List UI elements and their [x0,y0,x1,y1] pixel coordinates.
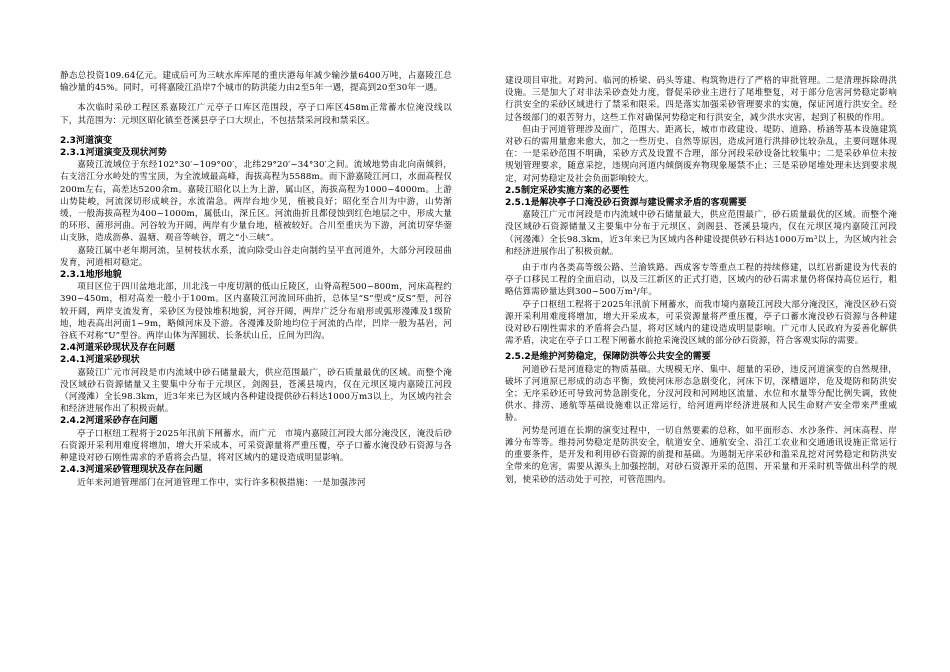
subsection-heading: 2.3.1地形地貌 [60,270,122,281]
paragraph: 亭子口枢纽工程将于2025年汛前下闸蓄水，而广元 市境内嘉陵江河段大部分淹没区，淹没后砂石资源开采利用难度将增加，增大开采成本，可采资源量将严重压覆，亭子口蓄水淹没砂石资源与各种建设对砂石刚性需求的矛盾将会凸显，将对区域内的建设造成明显影响。 [60,428,452,464]
subsection-heading: 2.4.2河道采砂存在问题 [60,416,158,427]
right-column [505,75,897,486]
subsection-heading: 2.4.1河道采砂现状 [60,355,140,366]
paragraph: 河道砂石是河道稳定的物质基础。大规模无序、集中、超量的采砂，违反河道演变的自然规律，破坏了河道原已形成的动态平衡，致使河床形态急剧变化，河床下切，深槽逼岸，危及堤防和防洪安全；无序采砂还可导致河势急剧变化，分汊河段和河网地区流量、水位和水量等分配比例失调，致使供水、排涝、通航等基础设施难以正常运行，给河道两岸经济进展和人民生命财产安全带来严重威胁。 [505,364,897,424]
paragraph: 建设项目审批。对跨河、临河的桥梁、码头等建、构筑物进行了严格的审批管理。二是清理拆除碍洪设施。三是加大了对非法采砂查处力度，督促采砂业主进行了尾堆整复，对于部分危害河势稳定影响行洪安全的采砂区域进行了禁采和限采。四是落实加强采砂管理要求的实施，保证河道行洪安全。经过各级部门的艰苦努力，这些工作对确保河势稳定和行洪安全，减少洪水灾害，起到了积极的作用。 [505,76,897,123]
subsection-heading: 2.5.1是解决亭子口淹没砂石资源与建设需求矛盾的客观需要 [505,198,747,209]
subsection-heading: 2.3.1河道演变及现状河势 [60,148,167,159]
paragraph: 本次临时采砂工程区系嘉陵江广元亭子口库区范围段，亭子口库区458m正常蓄水位淹没线以下，其范围为：元坝区昭化镇至苍溪县亭子口大坝止，不包括禁采河段和禁采区。 [60,103,452,126]
paragraph: 嘉陵江广元市河段是市内流域中砂石储量最大，供应范围最广，砂石质量最优的区域。而整个淹没区域砂石资源储量又主要集中分布于元坝区，剑阁县，苍溪县境内，仅在元坝区境内嘉陵江河段（河漫滩）全长98.3km，近3年来已为区域内各种建设提供砂石料达1000万m3以上，为区域内社会和经济进展作出了积极贡献。 [60,367,452,415]
left-column [60,70,452,489]
subsection-heading: 2.5.2是维护河势稳定，保障防洪等公共安全的需要 [505,352,711,363]
paragraph: 嘉陵江广元市河段是市内流域中砂石储量最大，供应范围最广，砂石质量最优的区域。而整个淹没区域砂石资源储量又主要集中分布于元坝区、剑阁县、苍溪县境内，仅在元坝区境内嘉陵江河段（河漫滩）全长98.3km，近3年来已为区域内各种建设提供砂石料达1000万m³以上，为区域内社会和经济进展作出了积极贡献。 [505,210,897,257]
paragraph: 嘉陵江属中老年期河流，呈树枝状水系，流向除受山谷走向制约呈平直河道外，大部分河段屈曲发育，河道相对稳定。 [60,245,452,268]
section-heading: 2.5制定采砂实施方案的必要性 [505,185,629,196]
paragraph: 河势是河道在长期的演变过程中，一切自然要素的总称，如平面形态、水沙条件、河床高程、岸滩分布等等。维持河势稳定是防洪安全，航道安全、通航安全、沿江工农业和交通通讯设施正常运行的重要条件，是开发和利用砂石资源的前提和基础。为遏制无序采砂和滥采乱挖对河势稳定和防洪安全带来的危害，需要从源头上加强控制，对砂石资源开采的范围、开采量和开采时机等做出科学的规划，使采砂的活动处于可控，可管范围内。 [505,425,897,485]
paragraph: 嘉陵江流域位于东经102°30′~109°00′，北纬29°20′~34°30′之间。流域地势由北向南倾斜，右支涪江分水岭处的雪宝顶，为全流域最高峰，海拔高程为5588m。而下游嘉陵江河口，水面高程仅200m左右，高差达5200余m。嘉陵江昭化以上为上游，属山区，海拔高程为1000~4000m。上游山势陡峻，河流深切形成峡谷，水流湍急。两岸台地少见，植被良好；昭化至合川为中游，山势渐缓，一般海拔高程为400~1000m，属低山，深丘区。河流曲折且都侵蚀到红色地层之中，形成大量的环形、菌形河曲。河谷较为开阔，两岸有少量台地，植被较好。合川至重庆为下游，河流切穿华蓥山支脉，造成沥鼻、温塘、观音等峡谷，谓之“小三峡”。 [60,160,452,244]
section-heading: 2.3河道演变 [60,135,112,146]
paragraph: 静态总投资109.64亿元。建成后可为三峡水库库尾的重庆港每年减少输沙量6400万吨，占嘉陵江总输沙量的45%。同时，可将嘉陵江沿岸7个城市的防洪能力由2至5年一遇，提高到20至30年一遇。 [60,71,452,94]
paragraph: 由于市内各类高等级公路、兰渝铁路、西成客专等重点工程的持续修建，以红岩新建设为代表的亭子口移民工程的全面启动，以及三江新区的正式打造，区域内的砂石需求量仍将保持高位运行，粗略估算需砂量达到300~500万m³/年。 [505,263,897,298]
paragraph: 项目区位于四川盆地北部，川北浅－中度切割的低山丘陵区，山脊高程500~800m，河床高程约390~450m，相对高差一般小于100m。区内嘉陵江河流回环曲折，总体呈“S”型或“反S”型，河谷较开阔，两岸支流发育，采砂区为侵蚀堆积地貌，河谷开阔，两岸广泛分布扇形或弧形漫滩及1级阶地，地表高出河面1~9m，略倾河床及下游。各漫滩及阶地均位于河流的凸岸，凹岸一般为基岩，河谷底不对称“U”型谷。两岸山体为浑圆状、长条状山丘，丘间为凹沟。 [60,282,452,342]
paragraph: 但由于河道管理涉及面广，范围大、距离长，城市市政建设、堤防、道路、桥涵等基本设施建筑对砂石的需用量愈来愈大，加之一些历史、自然等原因，造成河道行洪排砂比较杂乱，主要问题体现在：一是采砂范围不明确，采砂方式及设置不合理，部分河段采砂设备比较集中；二是采砂单位未按规划管理要求，随意采挖，违规向河道内倾倒废弃物现象屡禁不止；三是采砂尾堆处理未达到要求规定，对河势稳定及社会负面影响较大。 [505,124,897,184]
paragraph: 亭子口枢纽工程将于2025年汛前下闸蓄水，而我市境内嘉陵江河段大部分淹没区，淹没区砂石资源开采利用难度将增加，增大开采成本，可采资源量将严重压覆，亭子口蓄水淹没砂石资源与各种建设对砂石刚性需求的矛盾将会凸显，将对区域内的建设造成明显影响。广元市人民政府为妥善化解供需矛盾，决定在亭子口工程下闸蓄水前抢采淹没区域的部分砂石资源，符合客观实际的需要。 [505,299,897,347]
paragraph: 近年来河道管理部门在河道管理工作中，实行许多积极措施：一是加强涉河 [77,477,366,488]
subsection-heading: 2.4.3河道采砂管理现状及存在问题 [60,465,203,476]
section-heading: 2.4河道采砂现状及存在问题 [60,343,175,354]
